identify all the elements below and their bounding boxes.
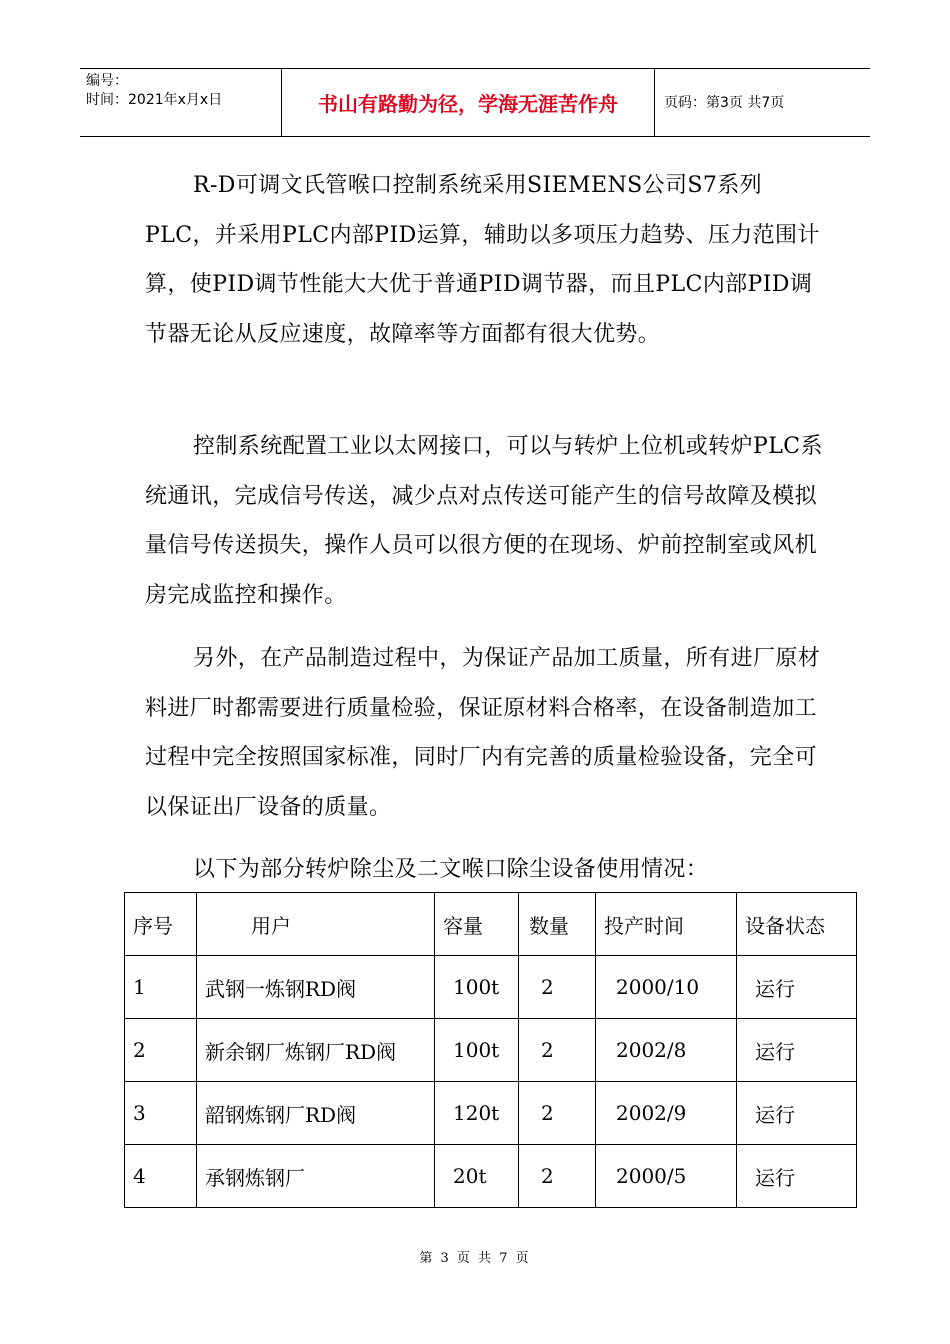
col-header-start-date: 投产时间 — [596, 893, 737, 956]
table-row — [125, 1019, 857, 1082]
header-number: 编号： — [86, 73, 128, 89]
cell-capacity: 100t — [435, 956, 519, 1019]
cell-start-date: 2000/5 — [596, 1145, 737, 1208]
cell-quantity: 2 — [519, 956, 596, 1019]
cell-index: 4 — [125, 1145, 197, 1208]
cell-user: 新余钢厂炼钢厂RD阀 — [197, 1019, 435, 1082]
paragraph-3: 另外，在产品制造过程中，为保证产品加工质量，所有进厂原材料进厂时都需要进行质量检验，保证原材料合格率，在设备制造加工过程中完全按照国家标准，同时厂内有完善的质量检验设备，完全可以保证出厂设备的质量。 — [145, 646, 821, 820]
cell-capacity: 20t — [435, 1145, 519, 1208]
col-header-user: 用户 — [197, 893, 435, 956]
paragraph-1: R-D可调文氏管喉口控制系统采用SIEMENS公司S7系列PLC，并采用PLC内部PID运算，辅助以多项压力趋势、压力范围计算，使PID调节性能大大优于普通PID调节器，而且PLC内部PID调节器无论从反应速度，故障率等方面都有很大优势。 — [145, 173, 820, 347]
cell-status: 运行 — [737, 956, 857, 1019]
table-row — [125, 1145, 857, 1208]
cell-capacity: 120t — [435, 1082, 519, 1145]
cell-user: 韶钢炼钢厂RD阀 — [197, 1082, 435, 1145]
header-motto: 书山有路勤为径，学海无涯苦作舟 — [318, 91, 618, 116]
col-header-quantity: 数量 — [519, 893, 596, 956]
users-table — [124, 892, 857, 1208]
cell-quantity: 2 — [519, 1082, 596, 1145]
table-intro: 以下为部分转炉除尘及二文喉口除尘设备使用情况： — [193, 857, 709, 882]
cell-index: 1 — [125, 956, 197, 1019]
table-header-row — [125, 893, 857, 956]
header-page-info: 页码：第3页 共7页 — [664, 95, 785, 111]
cell-capacity: 100t — [435, 1019, 519, 1082]
col-header-capacity: 容量 — [435, 893, 519, 956]
cell-user: 承钢炼钢厂 — [197, 1145, 435, 1208]
cell-index: 2 — [125, 1019, 197, 1082]
cell-index: 3 — [125, 1082, 197, 1145]
cell-status: 运行 — [737, 1019, 857, 1082]
col-header-status: 设备状态 — [737, 893, 857, 956]
header-meta — [86, 72, 222, 110]
cell-status: 运行 — [737, 1145, 857, 1208]
header-bottom-rule — [80, 136, 870, 137]
header-divider-right — [654, 68, 655, 136]
cell-quantity: 2 — [519, 1019, 596, 1082]
cell-status: 运行 — [737, 1082, 857, 1145]
cell-start-date: 2002/8 — [596, 1019, 737, 1082]
table-row — [125, 1082, 857, 1145]
col-header-index: 序号 — [125, 893, 197, 956]
page-footer: 第 3 页 共 7 页 — [419, 1251, 531, 1266]
cell-start-date: 2000/10 — [596, 956, 737, 1019]
header-time: 时间：2021年x月x日 — [86, 92, 223, 108]
cell-quantity: 2 — [519, 1145, 596, 1208]
cell-start-date: 2002/9 — [596, 1082, 737, 1145]
table-row — [125, 956, 857, 1019]
paragraph-2: 控制系统配置工业以太网接口，可以与转炉上位机或转炉PLC系统通讯，完成信号传送，减少点对点传送可能产生的信号故障及模拟量信号传送损失，操作人员可以很方便的在现场、炉前控制室或风机房完成监控和操作。 — [145, 434, 823, 608]
cell-user: 武钢一炼钢RD阀 — [197, 956, 435, 1019]
